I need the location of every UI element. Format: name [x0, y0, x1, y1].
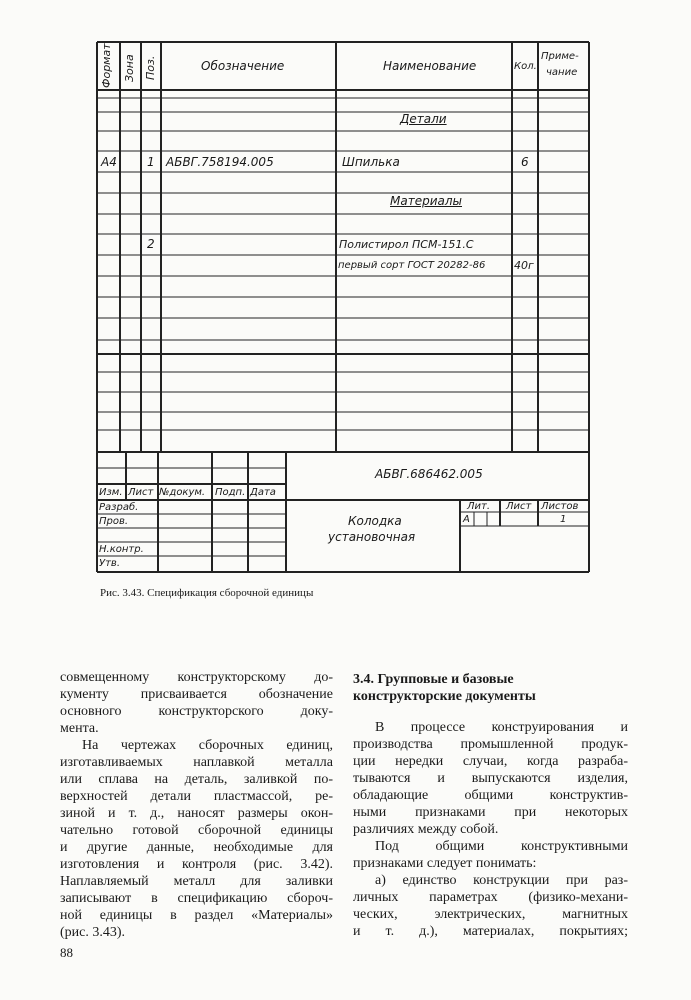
row-detail-designation: АБВГ.758194.005: [166, 155, 274, 169]
text-line: и т. д.), материалах, покрытиях;: [353, 924, 628, 939]
header-qty: Кол.: [514, 61, 537, 72]
title-block-col-label: №докум.: [159, 487, 206, 498]
text-line: изготавливаемых наплавкой металла: [60, 755, 333, 770]
title-block-sheet-label: Лист: [506, 501, 532, 512]
title-block-title-line2: установочная: [328, 530, 416, 544]
header-name: Наименование: [383, 59, 477, 73]
title-block-sheets-label: Листов: [541, 501, 579, 512]
title-block-row-label: Пров.: [99, 516, 129, 527]
header-note-line2: чание: [546, 67, 578, 78]
header-designation: Обозначение: [201, 59, 285, 73]
row-material-name-line2: первый сорт ГОСТ 20282-86: [338, 260, 486, 271]
section-materials-title: Материалы: [390, 194, 462, 208]
text-line: ции нередки случаи, когда разраба-: [353, 754, 628, 769]
text-line: совмещенному конструкторскому до-: [60, 670, 333, 685]
figure-caption: Рис. 3.43. Спецификация сборочной единицы: [100, 587, 314, 599]
text-line: признаками следует понимать:: [353, 856, 537, 871]
row-detail-name: Шпилька: [342, 155, 400, 169]
header-note-line1: Приме-: [541, 51, 579, 62]
title-block-title-line1: Колодка: [348, 514, 402, 528]
text-line: производства промышленной продук-: [353, 737, 628, 752]
row-material-pos: 2: [147, 237, 155, 251]
text-line: личных параметрах (физико-механи-: [353, 890, 628, 905]
header-pos: Поз.: [144, 55, 157, 80]
text-line: различиях между собой.: [353, 822, 499, 837]
text-line: Под общими конструктивными: [375, 839, 628, 854]
section-heading-line2: конструкторские документы: [353, 689, 536, 704]
section-details-title: Детали: [400, 112, 447, 126]
row-material-qty: 40г: [514, 259, 534, 272]
text-line: или сплава на деталь, заливкой по-: [60, 772, 333, 787]
title-block-col-label: Изм.: [99, 487, 123, 498]
text-line: (рис. 3.43).: [60, 925, 126, 940]
text-line: В процессе конструирования и: [375, 720, 628, 735]
text-line: чательно готовой сборочной единицы: [60, 823, 333, 838]
section-heading-line1: 3.4. Групповые и базовые: [353, 672, 514, 687]
text-line: записывают в спецификацию сбороч-: [60, 891, 333, 906]
title-block-lit-value: А: [463, 514, 470, 525]
text-line: На чертежах сборочных единиц,: [82, 738, 333, 753]
text-line: Наплавляемый металл для заливки: [60, 874, 333, 889]
title-block-row-label: Разраб.: [99, 502, 139, 513]
title-block-col-label: Лист: [128, 487, 154, 498]
title-block-sheets-value: 1: [560, 514, 567, 525]
row-detail-pos: 1: [147, 155, 155, 169]
text-line: а) единство конструкции при раз-: [375, 873, 628, 888]
text-line: изготовления и контроля (рис. 3.42).: [60, 857, 333, 872]
row-detail-qty: 6: [521, 155, 529, 169]
page-number: 88: [60, 945, 73, 960]
text-line: верхностей детали пластмассой, ре-: [60, 789, 333, 804]
text-line: мента.: [60, 721, 99, 736]
title-block-row-label: Н.контр.: [99, 544, 144, 555]
right-column: [353, 719, 628, 940]
text-line: обладающие общими конструктив-: [353, 788, 628, 803]
row-detail-format: А4: [101, 155, 117, 169]
row-material-name-line1: Полистирол ПСМ-151.С: [339, 238, 474, 251]
text-line: основного конструкторского доку-: [60, 704, 333, 719]
header-zone: Зона: [123, 54, 136, 82]
text-line: ной единицы в раздел «Материалы»: [60, 908, 333, 923]
title-block-row-label: Утв.: [99, 558, 120, 569]
title-block-lit-label: Лит.: [467, 501, 491, 512]
left-column: [60, 669, 333, 941]
title-block-doc-code: АБВГ.686462.005: [375, 467, 483, 481]
title-block-col-label: Подп.: [215, 487, 246, 498]
title-block-col-label: Дата: [250, 487, 276, 498]
header-format: Формат: [100, 43, 113, 88]
text-line: ными признаками при некоторых: [353, 805, 628, 820]
text-line: кументу присваивается обозначение: [60, 687, 333, 702]
text-line: и другие данные, необходимые для: [60, 840, 333, 855]
text-line: ческих, электрических, магнитных: [353, 907, 628, 922]
text-line: тываются и выпускаются изделия,: [353, 771, 628, 786]
text-line: зиной и т. д., наносят размеры окон-: [60, 806, 333, 821]
